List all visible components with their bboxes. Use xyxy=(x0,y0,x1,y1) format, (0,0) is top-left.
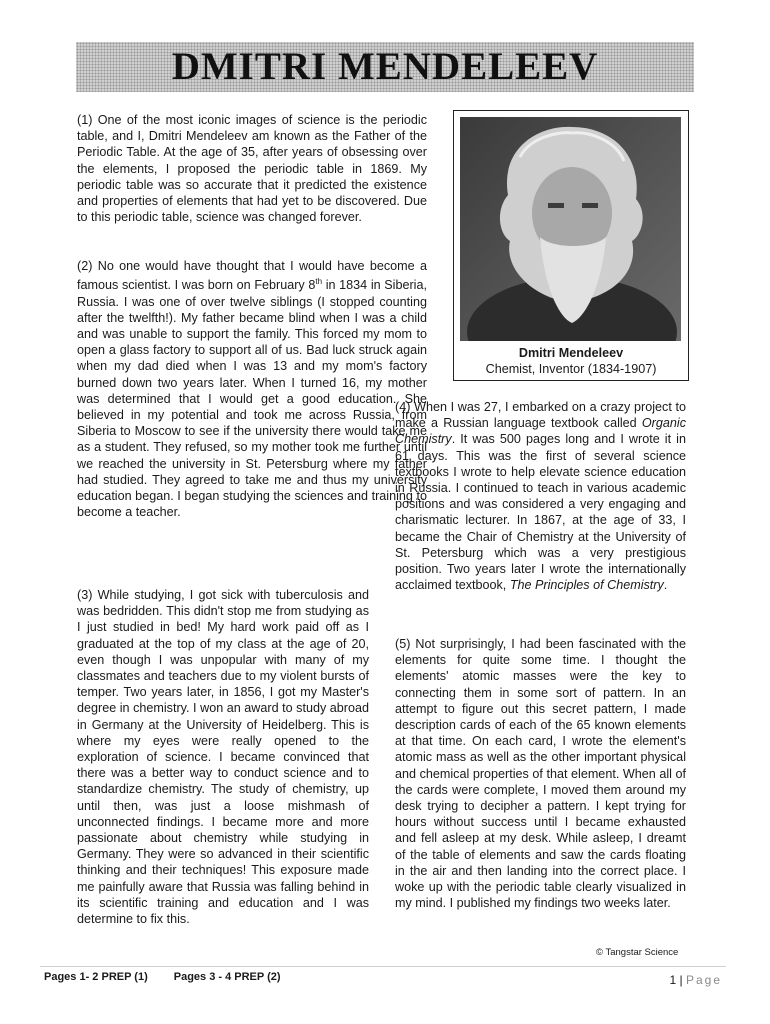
paragraph-4 xyxy=(395,399,686,593)
footer-label-prep-2: Pages 3 - 4 PREP (2) xyxy=(173,971,281,983)
portrait-figure xyxy=(453,110,689,381)
paragraph-3: (3) While studying, I got sick with tuberculosis and was bedridden. This didn't stop me from studying as I just studied in bed! My hard work paid off as I graduated at the top of my class at the age of 20, even though I was unpopular with many of my classmates and teachers due to my violent bursts of temper. Two years later, in 1856, I got my Master's degree in chemistry. I won an award to study abroad in Germany at the University of Heidelberg. This is where my eyes were really opened to the exploration of science. I became convinced that there was a better way to conduct science and to standardize chemistry. The study of chemistry, up until then, was just a loose mishmash of unconnected findings. I became more and more passionate about chemistry while studying in Germany. They were so advanced in their scientific thinking and their techniques! This exposure made me painfully aware that Russia was falling behind in its scientific training and education and I was determine to fix this. xyxy=(77,588,369,927)
copyright-notice: © Tangstar Science xyxy=(596,947,679,958)
page-word: Page xyxy=(685,973,722,987)
paragraph-4-part-b: . It was 500 pages long and I wrote it in 61 days. This was the first of several science textbooks I wrote to help elevate science education in Russia. I continued to teach in various academic positions and was considered a very engaging and charismatic lecturer. In 1867, at the age of 33, I became the Chair of Chemistry at the University of St. Petersburg which was a very prestigious position. Two years later I wrote the internationally acclaimed textbook, xyxy=(395,432,686,593)
book-title-organic-chemistry: Organic Chemistry xyxy=(395,416,686,447)
paragraph-2 xyxy=(77,258,427,520)
paragraph-1: (1) One of the most iconic images of science is the periodic table, and I, Dmitri Mendeleev am known as the Father of the Periodic Table. At the age of 35, after years of obsessing over the elements, I proposed the periodic table in 1869. My periodic table was so accurate that it predicted the existence and properties of elements that had yet to be discovered. Due to this periodic table, science was changed forever. xyxy=(77,113,427,225)
paragraph-5: (5) Not surprisingly, I had been fascinated with the elements for quite some time. I thought the elements' atomic masses were the key to connecting them in some sort of pattern. In an attempt to figure out this secret pattern, I made description cards of each of the 65 known elements at that time. On each card, I wrote the element's atomic mass as well as the other important physical and chemical properties of that element. When all of the cards were complete, I moved them around my desk trying to decipher a pattern. I kept trying for hours without success until I became exhausted and fell asleep at my desk. While asleep, I dreamt of the table of elements and saw the cards floating in the air and then landing into the correct place. I woke up with the periodic table clearly visualized in my mind. I published my findings two weeks later. xyxy=(395,637,686,911)
paragraph-4-part-c: . xyxy=(663,578,668,593)
footer-divider xyxy=(40,966,726,967)
page-number-footer xyxy=(669,973,722,987)
title-banner xyxy=(76,42,694,92)
page-title: DMITRI MENDELEEV xyxy=(171,45,599,88)
page-separator: | xyxy=(679,973,683,987)
paragraph-4-part-a: (4) When I was 27, I embarked on a crazy project to make a Russian language textbook called xyxy=(395,400,686,431)
paragraph-2-superscript: th xyxy=(315,277,323,287)
mendeleev-portrait-image xyxy=(460,117,681,341)
footer-label-prep-1: Pages 1- 2 PREP (1) xyxy=(44,971,148,983)
page-number: 1 xyxy=(669,973,677,987)
portrait-caption-role: Chemist, Inventor (1834-1907) xyxy=(485,362,657,376)
paragraph-2-part-b: in 1834 in Siberia, Russia. I was one of over twelve siblings (I stopped counting after the twelfth!). My father became blind when I was a child and was unable to support the family. This forced my mom to open a glass factory to support all of us. Bad luck struck again when my dad died when I was 13 and my mom's factory burned down two years later. When I turned 16, my mother was determined that I would get a good education. She believed in my potential and took me across Russia, from Siberia to Moscow to see if the university there would take me as a student. They refused, so my mother took me further until we reached the university in St. Petersburg where my father had studied. They agreed to take me and thus my university education began. I began studying the sciences and training to become a teacher. xyxy=(77,278,427,520)
portrait-photo xyxy=(460,117,681,341)
book-title-principles-of-chemistry: The Principles of Chemistry xyxy=(509,578,664,593)
paragraph-2-part-a: (2) No one would have thought that I would have become a famous scientist. I was born on February 8 xyxy=(77,259,427,293)
portrait-caption-name: Dmitri Mendeleev xyxy=(518,346,624,360)
footer-page-labels xyxy=(44,971,307,983)
